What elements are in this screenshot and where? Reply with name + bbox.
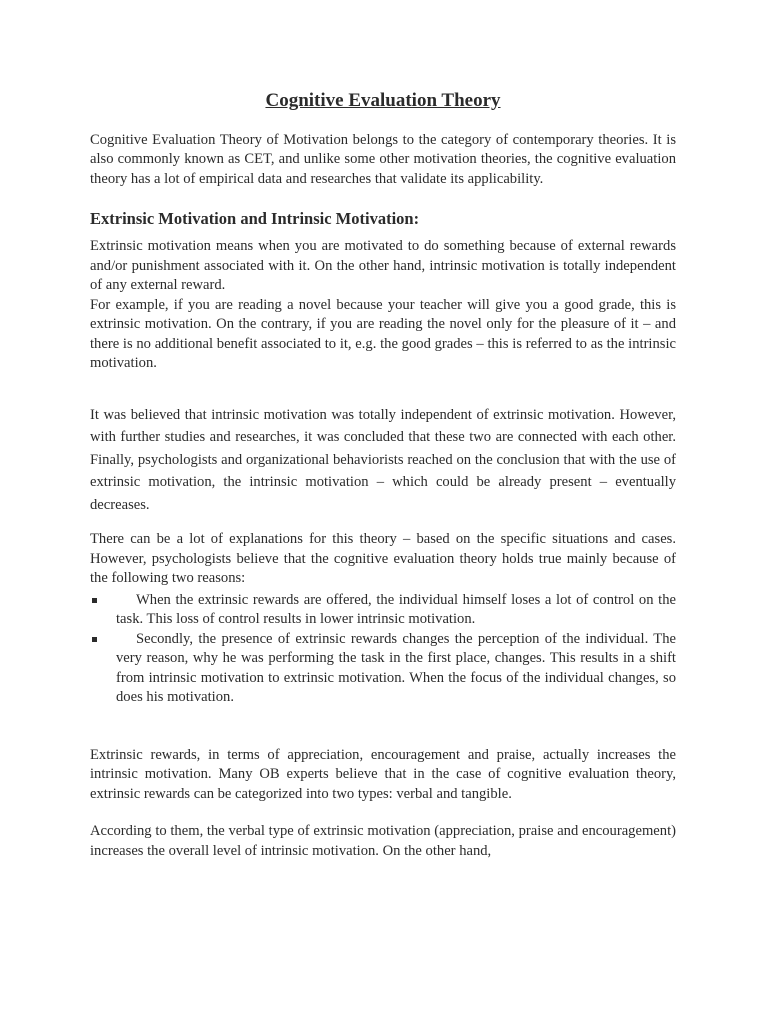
list-item bbox=[90, 630, 676, 708]
list-item-text: When the extrinsic rewards are offered, the individual himself loses a lot of control on the task. This loss of control results in lower intrinsic motivation. bbox=[116, 591, 676, 628]
explanations-paragraph: There can be a lot of explanations for this theory – based on the specific situations and cases. However, psychologists believe that the cognitive evaluation theory holds true mainly because of the following two reasons: bbox=[90, 531, 676, 587]
belief-paragraph: It was believed that intrinsic motivation was totally independent of extrinsic motivation. However, with further studies and researches, it was concluded that these two are connected with each other. Finally, psychologists and organizational behaviorists reached on the conclusion that with the use of extrinsic motivation, the intrinsic motivation – which could be already present – eventually decreases. bbox=[90, 406, 676, 513]
intro-paragraph: Cognitive Evaluation Theory of Motivation belongs to the category of contemporary theories. It is also commonly known as CET, and unlike some other motivation theories, the cognitive evaluation theory has a lot of empirical data and researches that validate its applicability. bbox=[90, 131, 676, 187]
list-item bbox=[90, 591, 676, 630]
document-page bbox=[90, 90, 676, 861]
reasons-list bbox=[90, 591, 676, 708]
section-heading bbox=[90, 209, 676, 229]
list-item-text: Secondly, the presence of extrinsic rewards changes the perception of the individual. The very reason, why he was performing the task in the first place, changes. This results in a shift from intrinsic motivation to extrinsic motivation. When the focus of the individual changes, so does his motivation. bbox=[116, 630, 676, 706]
square-bullet-icon bbox=[92, 637, 97, 642]
section-heading-text: Extrinsic Motivation and Intrinsic Motivation bbox=[90, 209, 414, 229]
rewards-paragraph: Extrinsic rewards, in terms of appreciation, encouragement and praise, actually increases the intrinsic motivation. Many OB experts believe that in the case of cognitive evaluation theory, extrinsic rewards can be categorized into two types: verbal and tangible. bbox=[90, 746, 676, 802]
definition-paragraph: Extrinsic motivation means when you are motivated to do something because of external rewards and/or punishment associated with it. On the other hand, intrinsic motivation is totally independent of any external reward. bbox=[90, 238, 676, 294]
section-heading-colon: : bbox=[413, 209, 420, 229]
square-bullet-icon bbox=[92, 598, 97, 603]
verbal-paragraph: According to them, the verbal type of extrinsic motivation (appreciation, praise and encouragement) increases the overall level of intrinsic motivation. On the other hand, bbox=[90, 823, 676, 859]
document-title: Cognitive Evaluation Theory bbox=[265, 90, 501, 111]
example-paragraph: For example, if you are reading a novel because your teacher will give you a good grade, this is extrinsic motivation. On the contrary, if you are reading the novel only for the pleasure of it – and there is no additional benefit associated to it, e.g. the good grades – this is referred to as the intrinsic motivation. bbox=[90, 296, 676, 372]
